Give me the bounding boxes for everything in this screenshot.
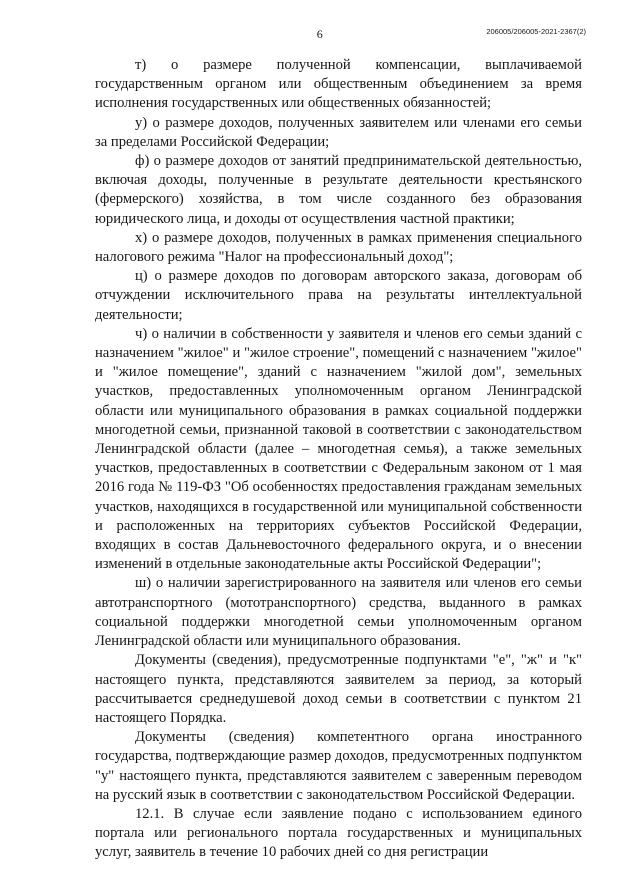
document-body xyxy=(95,56,582,863)
document-id: 206005/206005-2021-2367(2) xyxy=(486,27,586,36)
paragraph-foreign-documents: Документы (сведения) компетентного органа иностранного государства, подтверждающие размер доходов, предусмотренных подпунктом "у" настоящего пункта, представляются заявителем с заверенным переводом на русский язык в соответствии с законодательством Российской Федерации. xyxy=(95,729,582,803)
paragraph-u: у) о размере доходов, полученных заявителем или членами его семьи за пределами Российской Федерации; xyxy=(95,114,582,150)
paragraph-ch: ч) о наличии в собственности у заявителя и членов его семьи зданий с назначением "жилое" и "жилое строение", помещений с назначением "жилое" и "жилое помещение", зданий с назначением "жилой дом", земельных участков, предоставленных уполномоченным органом Ленинградской области или муниципального образования в рамках социальной поддержки многодетной семьи, признанной таковой в соответствии с законодательством Ленинградской области (далее – многодетная семья), а также земельных участков, предоставленных в соответствии с Федеральным законом от 1 мая 2016 года № 119-ФЗ "Об особенностях предоставления гражданам земельных участков, находящихся в государственной или муниципальной собственности и расположенных на территориях субъектов Российской Федерации, входящих в состав Дальневосточного федерального округа, и о внесении изменений в отдельные законодательные акты Российской Федерации"; xyxy=(95,325,582,573)
paragraph-f: ф) о размере доходов от занятий предпринимательской деятельностью, включая доходы, полученные в результате деятельности крестьянского (фермерского) хозяйства, в том числе созданного без образования юридического лица, и доходы от осуществления частной практики; xyxy=(95,153,582,227)
paragraph-documents-period: Документы (сведения), предусмотренные подпунктами "е", "ж" и "к" настоящего пункта, представляются заявителем за период, за который рассчитывается среднедушевой доход семьи в соответствии с пунктом 21 настоящего Порядка. xyxy=(95,652,582,726)
paragraph-kh: х) о размере доходов, полученных в рамках применения специального налогового режима "Налог на профессиональный доход"; xyxy=(95,229,582,266)
paragraph-ts: ц) о размере доходов по договорам авторского заказа, договорам об отчуждении исключительного права на результаты интеллектуальной деятельности; xyxy=(95,268,582,323)
paragraph-sh: ш) о наличии зарегистрированного на заявителя или членов его семьи автотранспортного (мототранспортного) средства, выданного в рамках социальной поддержки многодетной семьи уполномоченным органом Ленинградской области или муниципального образования. xyxy=(95,575,582,650)
page-number: 6 xyxy=(316,27,324,41)
paragraph-12-1: 12.1. В случае если заявление подано с использованием единого портала или регионального портала государственных и муниципальных услуг, заявитель в течение 10 рабочих дней со дня регистрации xyxy=(95,805,582,861)
paragraph-t: т) о размере полученной компенсации, выплачиваемой государственным органом или общественным объединением за время исполнения государственных или общественных обязанностей; xyxy=(95,57,582,112)
